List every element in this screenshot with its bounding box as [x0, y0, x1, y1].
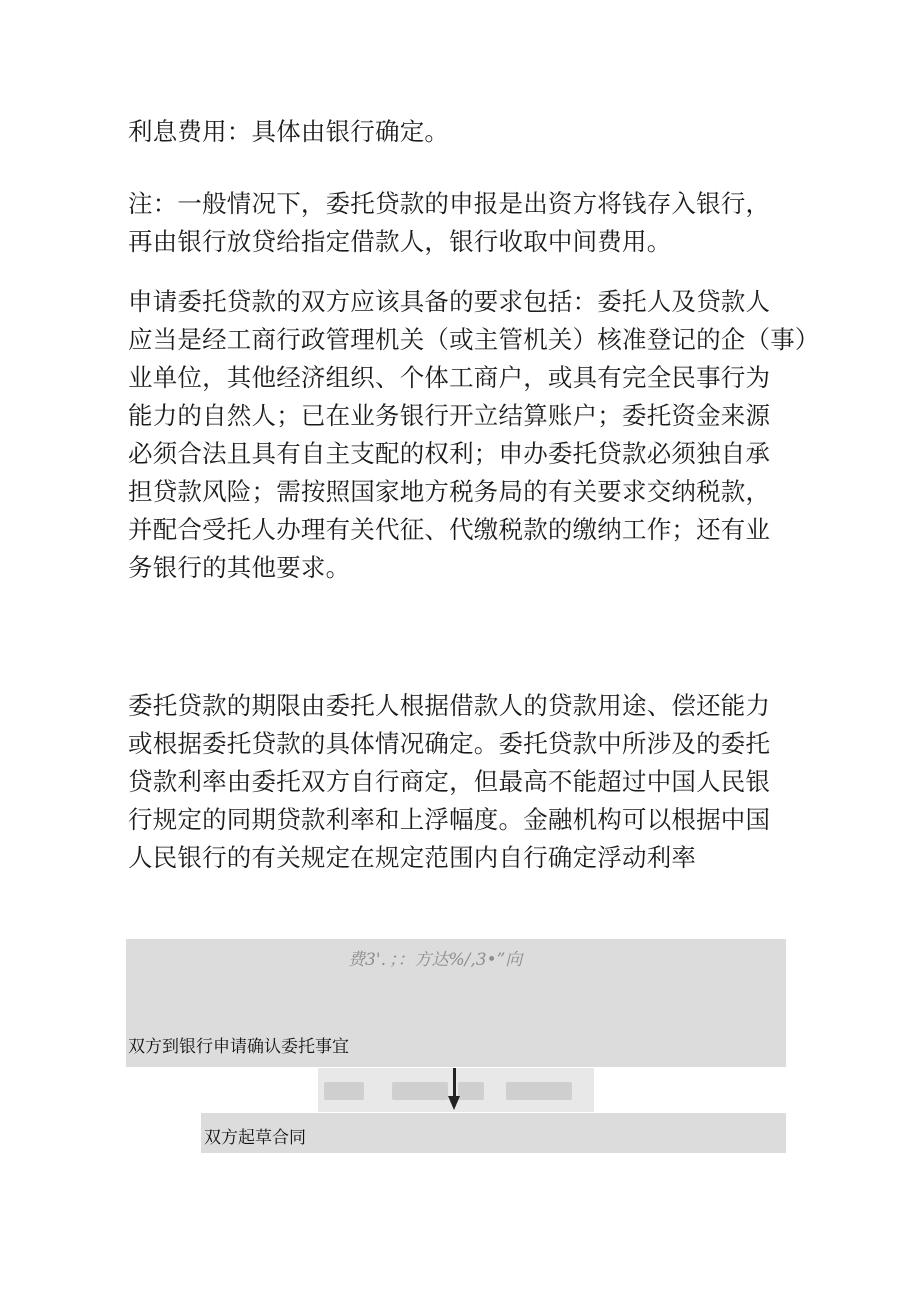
text-line: 注：一般情况下，委托贷款的申报是出资方将钱存入银行， — [128, 189, 771, 218]
faint-scan-text: 费3'．；：方达%/,3•”向 — [348, 950, 523, 970]
paragraph-requirements — [128, 283, 820, 587]
text-line: 贷款利率由委托双方自行商定，但最高不能超过中国人民银 — [128, 767, 771, 796]
text-line: 业单位，其他经济组织、个体工商户，或具有完全民事行为 — [128, 363, 771, 392]
faint-scan-block — [506, 1082, 572, 1100]
faint-scan-block — [458, 1082, 484, 1100]
step-1-label: 双方到银行申请确认委托事宜 — [128, 1037, 349, 1057]
text-line: 委托贷款的期限由委托人根据借款人的贷款用途、偿还能力 — [128, 691, 771, 720]
text-line: 人民银行的有关规定在规定范围内自行确定浮动利率 — [128, 843, 697, 872]
text-line: 或根据委托贷款的具体情况确定。委托贷款中所涉及的委托 — [128, 729, 771, 758]
paragraph-interest-fee — [128, 113, 798, 151]
text-line: 务银行的其他要求。 — [128, 553, 351, 582]
down-arrow-head — [448, 1096, 460, 1110]
text-line: 应当是经工商行政管理机关（或主管机关）核准登记的企（事） — [128, 325, 820, 354]
text-line: 必须合法且具有自主支配的权利；申办委托贷款必须独自承 — [128, 439, 771, 468]
text-line: 行规定的同期贷款利率和上浮幅度。金融机构可以根据中国 — [128, 805, 771, 834]
paragraph-note — [128, 185, 798, 261]
step-2-label: 双方起草合同 — [204, 1128, 306, 1148]
text-line: 再由银行放贷给指定借款人，银行收取中间费用。 — [128, 227, 672, 256]
flowchart-step-1 — [126, 939, 786, 1067]
text-line: 申请委托贷款的双方应该具备的要求包括：委托人及贷款人 — [128, 287, 771, 316]
text-line: 利息费用：具体由银行确定。 — [128, 117, 450, 146]
paragraph-loan-term — [128, 687, 798, 877]
text-line: 能力的自然人；已在业务银行开立结算账户；委托资金来源 — [128, 401, 771, 430]
flowchart-connector — [318, 1068, 594, 1112]
text-line: 担贷款风险；需按照国家地方税务局的有关要求交纳税款， — [128, 477, 771, 506]
text-line: 并配合受托人办理有关代征、代缴税款的缴纳工作；还有业 — [128, 515, 771, 544]
flowchart-step-2 — [201, 1113, 786, 1153]
faint-scan-block — [392, 1082, 448, 1100]
faint-scan-block — [324, 1082, 364, 1100]
